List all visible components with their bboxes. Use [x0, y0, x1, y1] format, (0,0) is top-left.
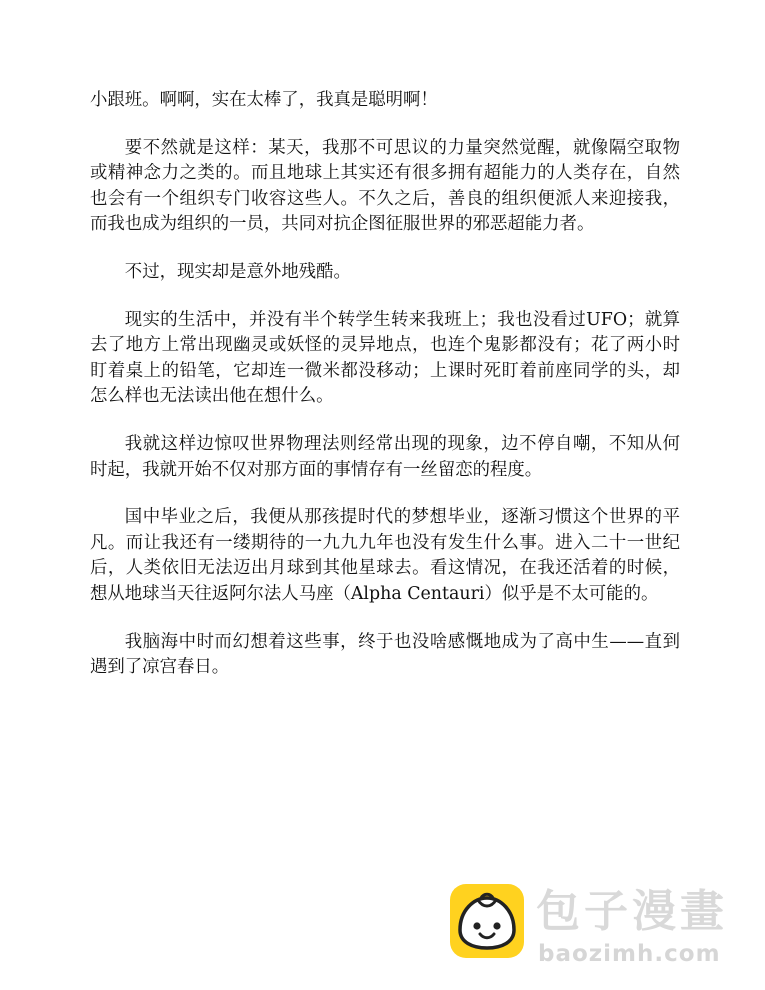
- paragraph-1: 小跟班。啊啊，实在太棒了，我真是聪明啊！: [90, 90, 438, 110]
- watermark-url: baozimh.com: [538, 941, 721, 967]
- paragraph-6: 国中毕业之后，我便从那孩提时代的梦想毕业，逐渐习惯这个世界的平凡。而让我还有一缕期待的一九九九年也没有发生什么事。进入二十一世纪后，人类依旧无法迈出月球到其他星球去。看这情况，在我还活着的时候，想从地球当天往返阿尔法人马座（Alpha Centauri）似乎是不太可能的。: [90, 507, 680, 604]
- paragraph-7: 我脑海中时而幻想着这些事，终于也没啥感慨地成为了高中生——直到遇到了凉宫春日。: [90, 631, 680, 678]
- watermark-title: 包子漫畫: [536, 886, 728, 937]
- paragraph-5: 我就这样边惊叹世界物理法则经常出现的现象，边不停自嘲，不知从何时起，我就开始不仅对那方面的事情存有一丝留恋的程度。: [90, 433, 680, 480]
- document-body: [90, 88, 680, 703]
- paragraph-2: 要不然就是这样：某天，我那不可思议的力量突然觉醒，就像隔空取物或精神念力之类的。而且地球上其实还有很多拥有超能力的人类存在，自然也会有一个组织专门收容这些人。不久之后，善良的组织便派人来迎接我，而我也成为组织的一员，共同对抗企图征服世界的邪恶超能力者。: [90, 137, 680, 235]
- paragraph-4: 现实的生活中，并没有半个转学生转来我班上；我也没看过UFO；就算去了地方上常出现幽灵或妖怪的灵异地点，也连个鬼影都没有；花了两小时盯着桌上的铅笔，它却连一微米都没移动；上课时死盯着前座同学的头，却怎么样也无法读出他在想什么。: [90, 309, 680, 407]
- watermark: [450, 884, 750, 974]
- paragraph-3: 不过，现实却是意外地残酷。: [124, 261, 351, 282]
- bun-face-icon: [450, 884, 524, 958]
